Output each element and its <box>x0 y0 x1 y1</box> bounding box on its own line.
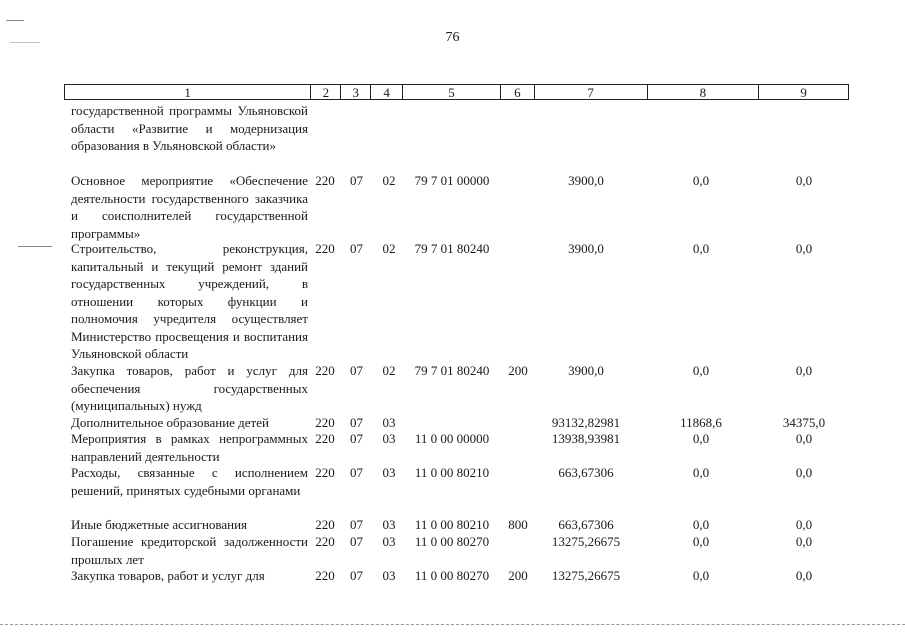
row-amount-1: 13275,26675 <box>551 534 621 549</box>
row-code-subsection: 02 <box>382 363 396 378</box>
header-col-3: 3 <box>341 85 371 99</box>
header-col-4: 4 <box>371 85 403 99</box>
row-code-ministry: 220 <box>315 241 335 256</box>
row-amount-3: 0,0 <box>795 241 813 256</box>
row-code-section: 07 <box>350 465 363 480</box>
row-amount-3: 0,0 <box>795 173 813 188</box>
row-amount-1: 93132,82981 <box>551 415 621 430</box>
row-name: Строительство, реконструкция, капитальный и текущий ремонт зданий государственных учреждений, в отношении которых функции и полномочия учредителя осуществляет Министерство просвещения и воспитания Ульяновской области <box>71 241 308 361</box>
row-amount-1: 663,67306 <box>558 465 614 480</box>
row-code-subsection: 02 <box>382 173 396 188</box>
row-code-ministry: 220 <box>315 568 335 583</box>
row-name: Иные бюджетные ассигнования <box>71 517 248 532</box>
row-code-section: 07 <box>350 568 363 583</box>
row-amount-3: 0,0 <box>795 517 813 532</box>
row-code-subsection: 03 <box>382 415 396 430</box>
row-code-section: 07 <box>350 517 363 532</box>
row-code-target: 79 7 01 00000 <box>414 173 490 188</box>
row-amount-2: 11868,6 <box>680 415 722 430</box>
row-code-ministry: 220 <box>315 173 335 188</box>
row-code-expense-type: 200 <box>508 363 528 378</box>
row-code-ministry: 220 <box>315 465 335 480</box>
scan-artifact <box>6 20 24 21</box>
row-amount-2: 0,0 <box>692 568 710 583</box>
row-code-section: 07 <box>350 241 363 256</box>
row-amount-2: 0,0 <box>692 517 710 532</box>
row-code-target: 11 0 00 80210 <box>414 465 490 480</box>
row-code-subsection: 03 <box>382 431 396 446</box>
header-col-5: 5 <box>403 85 501 99</box>
row-amount-1: 3900,0 <box>568 173 604 188</box>
row-amount-3: 0,0 <box>795 363 813 378</box>
row-code-target: 11 0 00 80270 <box>414 534 490 549</box>
row-code-expense-type: 200 <box>508 568 528 583</box>
row-amount-1: 3900,0 <box>568 363 604 378</box>
row-code-target: 11 0 00 80270 <box>414 568 490 583</box>
row-code-ministry: 220 <box>315 415 335 430</box>
row-amount-3: 34375,0 <box>782 415 826 430</box>
row-code-subsection: 03 <box>382 534 396 549</box>
row-name: Погашение кредиторской задолженности прошлых лет <box>71 534 308 567</box>
row-code-ministry: 220 <box>315 363 335 378</box>
row-amount-2: 0,0 <box>692 465 710 480</box>
header-col-1: 1 <box>65 85 311 99</box>
scan-artifact <box>18 246 52 247</box>
row-code-target: 11 0 00 00000 <box>414 431 490 446</box>
row-amount-2: 0,0 <box>692 431 710 446</box>
row-amount-3: 0,0 <box>795 534 813 549</box>
row-amount-3: 0,0 <box>795 431 813 446</box>
row-code-section: 07 <box>350 534 363 549</box>
row-amount-1: 3900,0 <box>568 241 604 256</box>
row-code-target: 11 0 00 80210 <box>414 517 490 532</box>
header-col-9: 9 <box>800 85 807 100</box>
row-code-target: 79 7 01 80240 <box>414 241 490 256</box>
scan-edge-line <box>0 624 905 626</box>
row-amount-2: 0,0 <box>692 173 710 188</box>
row-name: Расходы, связанные с исполнением решений, принятых судебными органами <box>71 465 308 498</box>
row-amount-2: 0,0 <box>692 363 710 378</box>
row-code-subsection: 03 <box>382 517 396 532</box>
row-code-section: 07 <box>350 431 363 446</box>
row-code-section: 07 <box>350 173 363 188</box>
page-number: 76 <box>445 30 460 45</box>
row-amount-1: 663,67306 <box>558 517 614 532</box>
row-name: Дополнительное образование детей <box>71 415 269 430</box>
row-amount-2: 0,0 <box>692 241 710 256</box>
row-code-target: 79 7 01 80240 <box>414 363 490 378</box>
row-amount-1: 13938,93981 <box>551 431 621 446</box>
row-amount-1: 13275,26675 <box>551 568 621 583</box>
row-name: Закупка товаров, работ и услуг для <box>71 568 265 583</box>
row-code-subsection: 03 <box>382 568 396 583</box>
header-col-7: 7 <box>535 85 648 99</box>
row-code-expense-type: 800 <box>508 517 528 532</box>
row-name: Мероприятия в рамках непрограммных направлений деятельности <box>71 431 308 464</box>
header-col-2: 2 <box>311 85 341 99</box>
row-code-ministry: 220 <box>315 534 335 549</box>
row-code-ministry: 220 <box>315 517 335 532</box>
row-code-section: 07 <box>350 363 363 378</box>
row-name: Основное мероприятие «Обеспечение деятельности государственного заказчика и соисполнителей государственной программы» <box>71 173 308 241</box>
scan-artifact <box>10 42 40 43</box>
row-code-subsection: 02 <box>382 241 396 256</box>
row-amount-3: 0,0 <box>795 568 813 583</box>
header-col-6: 6 <box>501 85 535 99</box>
row-code-ministry: 220 <box>315 431 335 446</box>
row-amount-3: 0,0 <box>795 465 813 480</box>
row-code-section: 07 <box>350 415 363 430</box>
row-amount-2: 0,0 <box>692 534 710 549</box>
row-name: Закупка товаров, работ и услуг для обеспечения государственных (муниципальных) нужд <box>71 363 308 413</box>
header-col-8: 8 <box>648 85 760 99</box>
row-code-subsection: 03 <box>382 465 396 480</box>
row-name: государственной программы Ульяновской области «Развитие и модернизация образования в Ульяновской области» <box>71 103 308 153</box>
